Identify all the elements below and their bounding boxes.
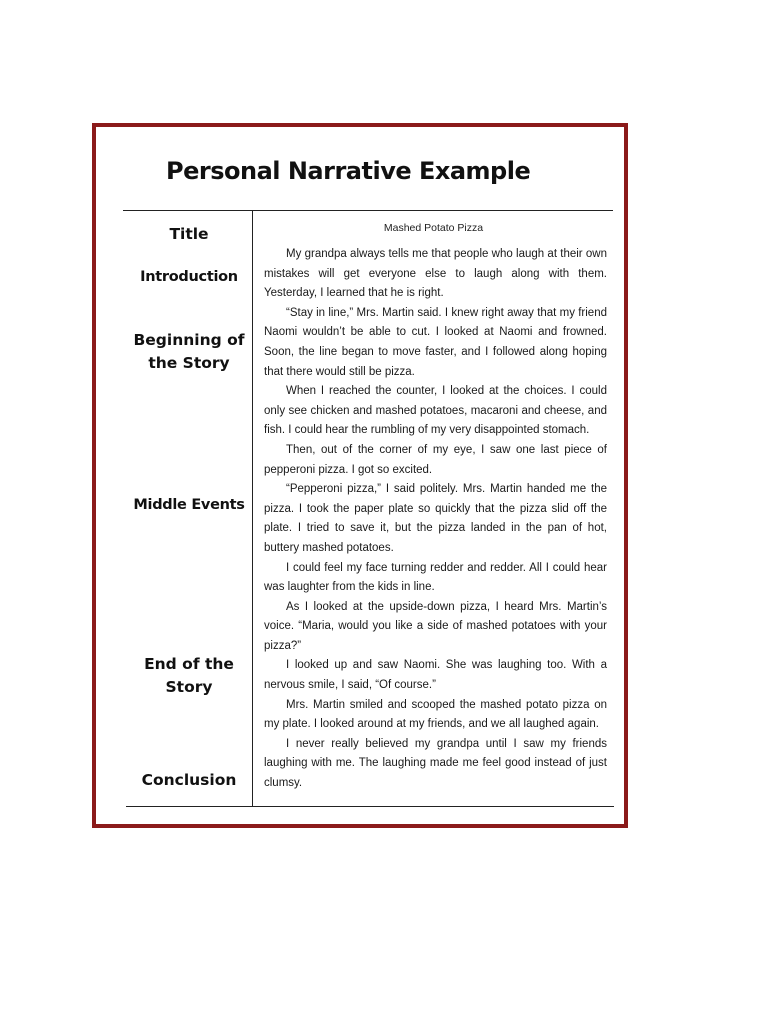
page-title: Personal Narrative Example <box>166 157 531 185</box>
label-introduction: Introduction <box>140 269 238 285</box>
story-title: Mashed Potato Pizza <box>383 222 484 234</box>
story-paragraph: I never really believed my grandpa until I saw my friends laughing with me. The laughing made me feel good instead of just clumsy. <box>264 737 607 790</box>
top-divider <box>123 210 613 211</box>
label-beginning: Beginning of the Story <box>133 331 245 372</box>
bottom-divider <box>126 806 614 807</box>
story-paragraph: I could feel my face turning redder and redder. All I could hear was laughter from the kids in line. <box>264 561 607 594</box>
label-end: End of the Story <box>144 655 234 696</box>
story-paragraph: When I reached the counter, I looked at the choices. I could only see chicken and mashed potatoes, macaroni and cheese, and fish. I could hear the rumbling of my very disappointed stomach. <box>264 385 607 437</box>
document-frame <box>92 123 628 828</box>
story-paragraph: “Pepperoni pizza,” I said politely. Mrs. Martin handed me the pizza. I took the paper plate so quickly that the pizza slid off the plate. I tried to save it, but the pizza landed in the pan of hot, buttery mashed potatoes. <box>264 483 607 554</box>
story-paragraph: My grandpa always tells me that people who laugh at their own mistakes will get everyone else to laugh along with them. Yesterday, I learned that he is right. <box>264 248 607 300</box>
story-paragraph: Mrs. Martin smiled and scooped the mashed potato pizza on my plate. I looked around at my friends, and we all laughed again. <box>264 698 607 731</box>
label-conclusion: Conclusion <box>141 771 237 789</box>
label-middle-events: Middle Events <box>133 497 245 513</box>
story-paragraph: “Stay in line,” Mrs. Martin said. I knew right away that my friend Naomi wouldn’t be able to cut. I looked at Naomi and frowned. Soon, the line began to move faster, and I followed along hoping that there would still be pizza. <box>264 306 607 378</box>
story-paragraph: I looked up and saw Naomi. She was laughing too. With a nervous smile, I said, “Of course.” <box>264 659 607 692</box>
story-body <box>264 245 607 794</box>
story-paragraph: As I looked at the upside-down pizza, I heard Mrs. Martin’s voice. “Maria, would you like a side of mashed potatoes with your pizza?” <box>264 600 607 652</box>
column-divider <box>252 211 253 807</box>
story-paragraph: Then, out of the corner of my eye, I saw one last piece of pepperoni pizza. I got so excited. <box>264 443 607 476</box>
label-title: Title <box>169 225 209 243</box>
